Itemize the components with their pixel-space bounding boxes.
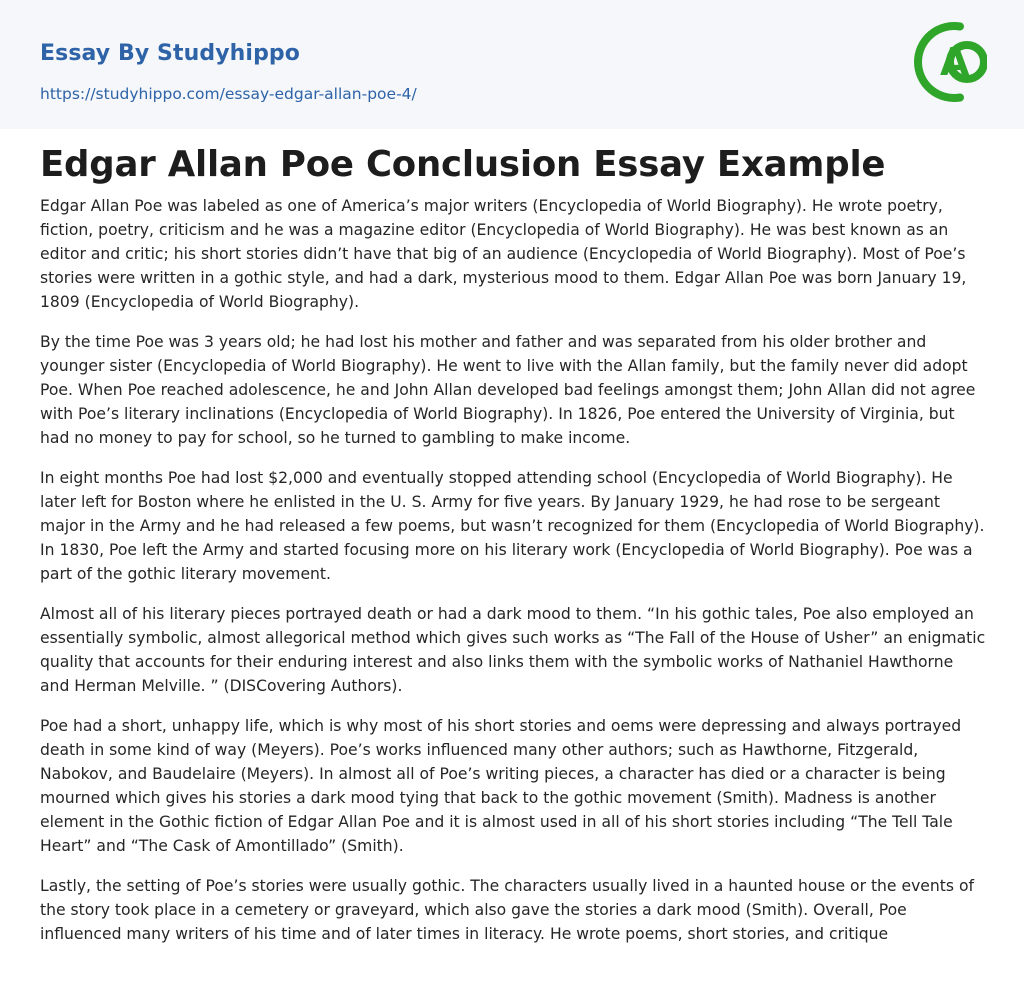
essay-paragraph: Poe had a short, unhappy life, which is why most of his short stories and oems were depressing and always portrayed death in some kind of way (Meyers). Poe’s works influenced many other authors; such as Hawthorne, Fitzgerald, Nabokov, and Baudelaire (Meyers). In almost all of Poe’s writing pieces, a character has died or a character is being mourned which gives his stories a dark mood tying that back to the gothic movement (Smith). Madness is another element in the Gothic fiction of Edgar Allan Poe and it is almost used in all of his short stories including “The Tell Tale Heart” and “The Cask of Amontillado” (Smith). [40, 717, 962, 855]
essay-paragraph: Lastly, the setting of Poe’s stories were usually gothic. The characters usually lived in a haunted house or the events of the story took place in a cemetery or graveyard, which also gave the stories a dark mood (Smith). Overall, Poe influenced many writers of his time and of later times in literacy. He wrote poems, short stories, and critique [40, 877, 975, 943]
site-header [0, 0, 1024, 129]
essay-paragraph: Edgar Allan Poe was labeled as one of America’s major writers (Encyclopedia of World Biography). He wrote poetry, fiction, poetry, criticism and he was a magazine editor (Encyclopedia of World Biography). He was best known as an editor and critic; his short stories didn’t have that big of an audience (Encyclopedia of World Biography). Most of Poe’s stories were written in a gothic style, and had a dark, mysterious mood to them. Edgar Allan Poe was born January 19, 1809 (Encyclopedia of World Biography). [40, 197, 967, 311]
essay-body [40, 194, 986, 962]
essay-paragraph: Almost all of his literary pieces portrayed death or had a dark mood to them. “In his gothic tales, Poe also employed an essentially symbolic, almost allegorical method which gives such works as “The Fall of the House of Usher” an enigmatic quality that accounts for their enduring interest and also links them with the symbolic works of Nathaniel Hawthorne and Herman Melville. ” (DISCovering Authors). [40, 605, 986, 695]
essay-title: Edgar Allan Poe Conclusion Essay Example [40, 144, 886, 185]
logo-letter: A [940, 40, 970, 84]
site-brand-title[interactable]: Essay By Studyhippo [40, 41, 300, 66]
studyhippo-logo-icon[interactable] [911, 18, 987, 106]
essay-url-link[interactable]: https://studyhippo.com/essay-edgar-allan-poe-4/ [40, 85, 417, 103]
essay-paragraph: In eight months Poe had lost $2,000 and eventually stopped attending school (Encyclopedia of World Biography). He later left for Boston where he enlisted in the U. S. Army for five years. By January 1929, he had rose to be sergeant major in the Army and he had released a few poems, but wasn’t recognized for them (Encyclopedia of World Biography). In 1830, Poe left the Army and started focusing more on his literary work (Encyclopedia of World Biography). Poe was a part of the gothic literary movement. [40, 469, 985, 583]
essay-paragraph: By the time Poe was 3 years old; he had lost his mother and father and was separated from his older brother and younger sister (Encyclopedia of World Biography). He went to live with the Allan family, but the family never did adopt Poe. When Poe reached adolescence, he and John Allan developed bad feelings amongst them; John Allan did not agree with Poe’s literary inclinations (Encyclopedia of World Biography). In 1826, Poe entered the University of Virginia, but had no money to pay for school, so he turned to gambling to make income. [40, 333, 976, 447]
